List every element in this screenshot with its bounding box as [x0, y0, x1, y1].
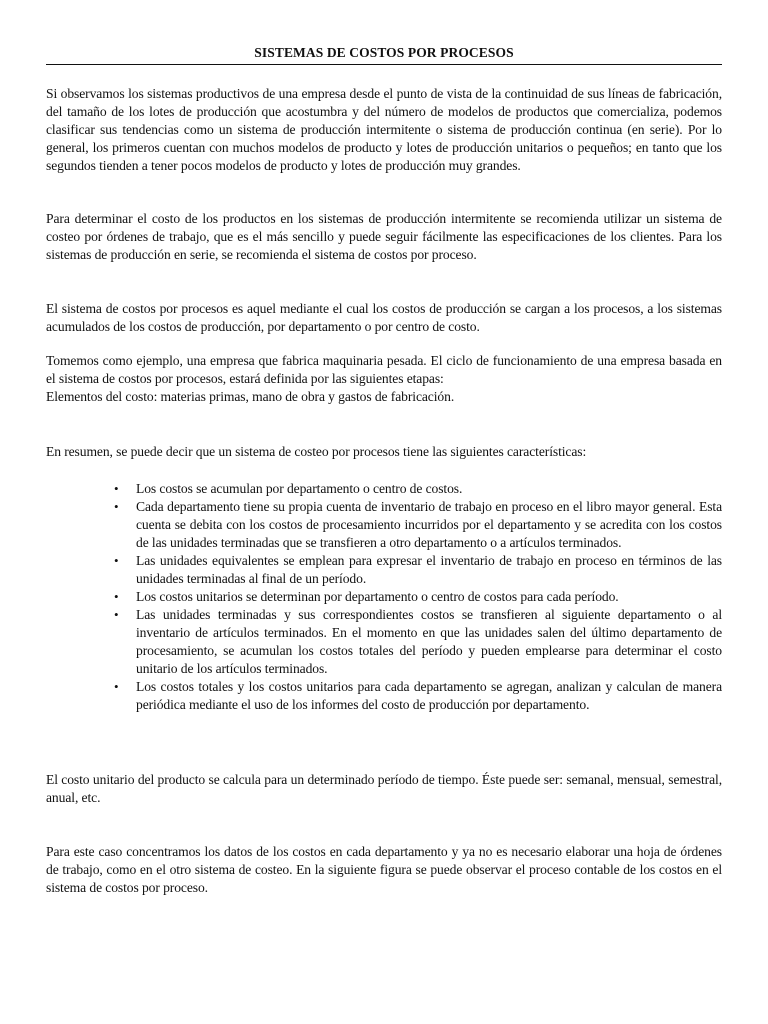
characteristics-list — [46, 480, 722, 714]
list-item — [46, 678, 722, 714]
paragraph-unit-cost: El costo unitario del producto se calcula para un determinado período de tiempo. Éste puede ser: semanal, mensual, semestral, anual, etc. — [46, 772, 722, 805]
bullet-icon: • — [114, 589, 119, 604]
bullet-icon: • — [114, 607, 119, 622]
paragraph-example: Tomemos como ejemplo, una empresa que fabrica maquinaria pesada. El ciclo de funcionamiento de una empresa basada en el sistema de costos por procesos, estará definida por las siguientes etapas: — [46, 353, 722, 386]
title-underline — [46, 64, 722, 65]
list-item-text: Cada departamento tiene su propia cuenta de inventario de trabajo en proceso en el libro mayor general. Esta cuenta se debita con los costos de procesamiento incurridos por el departamento y se acredita con los costos de las unidades terminadas que se transfieren a otro departamento o a artículos terminados. — [136, 499, 722, 550]
list-item-text: Las unidades terminadas y sus correspondientes costos se transfieren al siguiente departamento o al inventario de artículos terminados. En el momento en que las unidades salen del último departamento de procesamiento, se acumulan los costos totales del período y pueden emplearse para determinar el costo unitario de los artículos terminados. — [136, 607, 722, 676]
bullet-icon: • — [114, 679, 119, 694]
list-item-text: Las unidades equivalentes se emplean para expresar el inventario de trabajo en proceso en términos de las unidades terminadas al final de un período. — [136, 553, 722, 586]
list-item-text: Los costos totales y los costos unitarios para cada departamento se agregan, analizan y calculan de manera periódica mediante el uso de los informes del costo de producción por departamento. — [136, 679, 722, 712]
paragraph-production-systems: Si observamos los sistemas productivos de una empresa desde el punto de vista de la continuidad de sus líneas de fabricación, del tamaño de los lotes de producción que acostumbra y del número de modelos de productos que comercializa, podemos clasificar sus tendencias como un sistema de producción intermitente o sistema de producción continua (en serie). Por lo general, los primeros cuentan con muchos modelos de producto y lotes de producción unitarios o pequeños; en tanto que los segundos tienden a tener pocos modelos de producto y lotes de producción muy grandes. — [46, 86, 722, 173]
paragraph-department-data: Para este caso concentramos los datos de los costos en cada departamento y ya no es necesario elaborar una hoja de órdenes de trabajo, como en el otro sistema de costeo. En la siguiente figura se puede observar el proceso contable de los costos en el sistema de costos por proceso. — [46, 844, 722, 895]
list-item-text: Los costos unitarios se determinan por departamento o centro de costos para cada período. — [136, 589, 619, 604]
bullet-icon: • — [114, 499, 119, 514]
list-item — [46, 588, 722, 606]
list-item — [46, 606, 722, 678]
list-item — [46, 552, 722, 588]
paragraph-cost-determination: Para determinar el costo de los productos en los sistemas de producción intermitente se recomienda utilizar un sistema de costeo por órdenes de trabajo, que es el más sencillo y puede seguir fácilmente las especificaciones de los clientes. Para los sistemas de producción en serie, se recomienda el sistema de costos por proceso. — [46, 211, 722, 262]
bullet-icon: • — [114, 481, 119, 496]
list-item — [46, 498, 722, 552]
list-item — [46, 480, 722, 498]
paragraph-cost-elements: Elementos del costo: materias primas, mano de obra y gastos de fabricación. — [46, 389, 455, 404]
paragraph-summary: En resumen, se puede decir que un sistema de costeo por procesos tiene las siguientes características: — [46, 444, 587, 459]
list-item-text: Los costos se acumulan por departamento o centro de costos. — [136, 481, 463, 496]
bullet-icon: • — [114, 553, 119, 568]
document-title: SISTEMAS DE COSTOS POR PROCESOS — [254, 45, 514, 60]
paragraph-process-cost-definition: El sistema de costos por procesos es aquel mediante el cual los costos de producción se cargan a los procesos, a los sistemas acumulados de los costos de producción, por departamento o por centro de costo. — [46, 301, 722, 334]
